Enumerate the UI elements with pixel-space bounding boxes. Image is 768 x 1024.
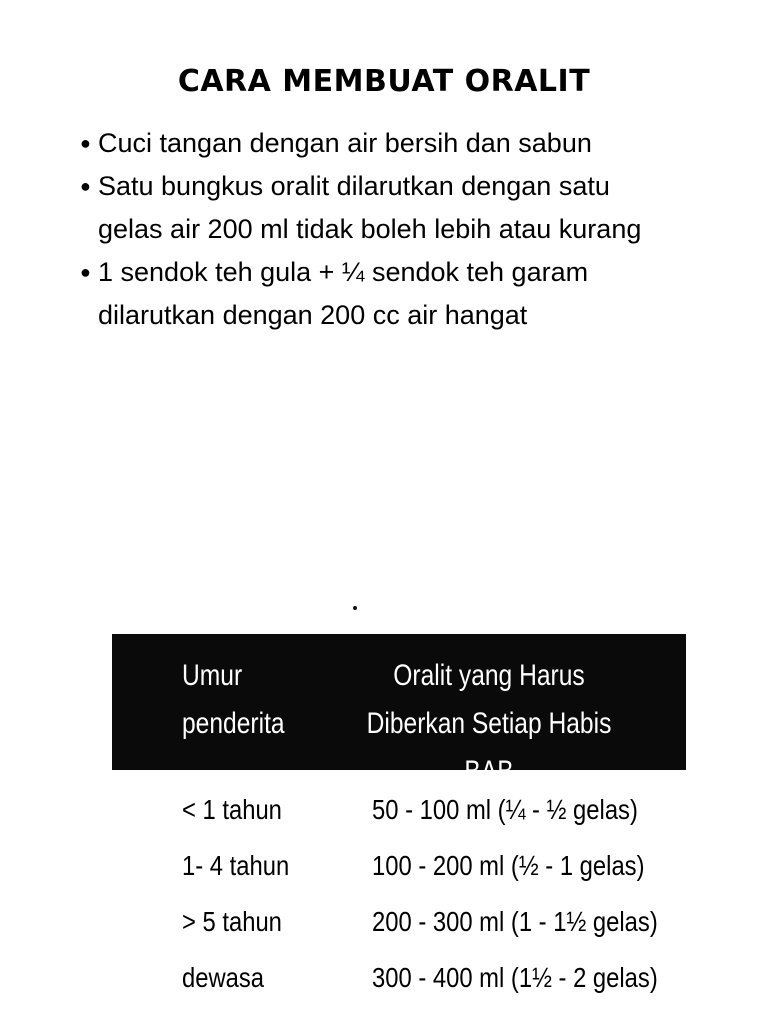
bullet-icon: ● xyxy=(80,176,91,196)
cell-dose: 50 - 100 ml (¼ - ½ gelas) xyxy=(372,794,638,825)
header-age xyxy=(182,652,285,748)
list-item xyxy=(82,165,742,251)
table-row xyxy=(112,838,686,894)
list-item-line: gelas air 200 ml tidak boleh lebih atau kurang xyxy=(98,214,642,244)
cell-age: dewasa xyxy=(182,962,265,993)
header-dose xyxy=(354,652,625,796)
instruction-list xyxy=(82,122,742,337)
page-title: CARA MEMBUAT ORALIT xyxy=(177,64,591,99)
list-item-line: Satu bungkus oralit dilarutkan dengan satu xyxy=(98,171,610,201)
cell-age: < 1 tahun xyxy=(182,794,282,825)
table-row xyxy=(112,894,686,950)
bullet-icon: ● xyxy=(80,133,91,153)
cell-age: 1- 4 tahun xyxy=(182,850,290,881)
table-row xyxy=(112,950,686,1006)
list-item xyxy=(82,122,742,165)
scan-dot xyxy=(353,606,357,610)
list-item xyxy=(82,251,742,337)
cell-dose: 300 - 400 ml (1½ - 2 gelas) xyxy=(372,962,658,993)
cell-dose: 200 - 300 ml (1 - 1½ gelas) xyxy=(372,906,658,937)
list-item-line: dilarutkan dengan 200 cc air hangat xyxy=(98,300,528,330)
list-item-line: Cuci tangan dengan air bersih dan sabun xyxy=(98,128,592,158)
bullet-icon: ● xyxy=(80,262,91,282)
cell-age: > 5 tahun xyxy=(182,906,282,937)
dosage-table xyxy=(112,634,686,1024)
header-age-line: Umur xyxy=(182,659,243,692)
header-dose-line: Diberkan Setiap Habis BAB xyxy=(366,707,612,788)
table-header xyxy=(112,634,686,788)
list-item-line: 1 sendok teh gula + ¼ sendok teh garam xyxy=(98,257,589,287)
header-dose-line: Oralit yang Harus xyxy=(393,659,585,692)
cell-dose: 100 - 200 ml (½ - 1 gelas) xyxy=(372,850,645,881)
header-age-line: penderita xyxy=(182,707,285,740)
table-row xyxy=(112,782,686,838)
